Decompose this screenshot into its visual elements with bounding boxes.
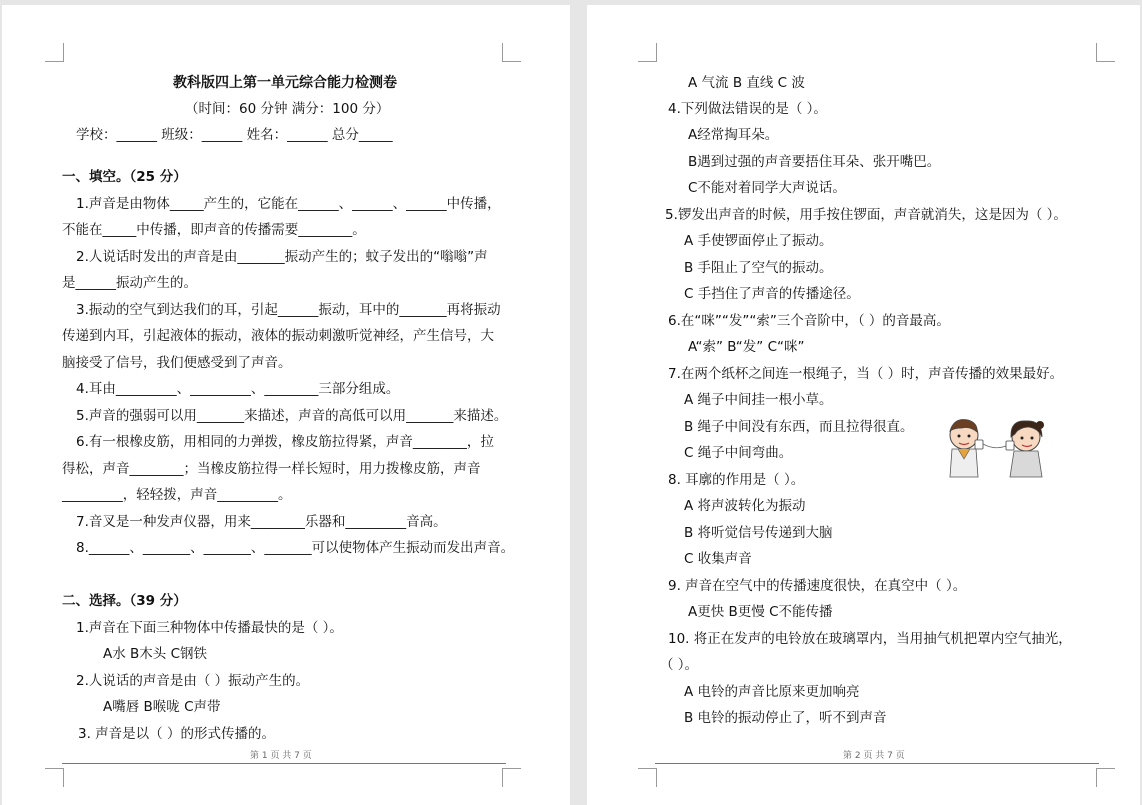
document-page-2 (587, 5, 1140, 805)
footer-rule (655, 763, 1099, 764)
option-line: A更快 B更慢 C不能传播 (688, 604, 833, 620)
exam-subtitle: （时间：60 分钟 满分：100 分） (185, 101, 390, 117)
text-line: 4.耳由_________、_________、________三部分组成。 (76, 381, 400, 397)
crop-mark-icon (638, 43, 657, 62)
crop-mark-icon (45, 768, 64, 787)
text-line: 8. 耳廓的作用是（ ）。 (668, 472, 805, 488)
text-line: 2.人说话的声音是由（ ）振动产生的。 (76, 673, 310, 689)
crop-mark-icon (1096, 768, 1115, 787)
option-line: C 收集声音 (684, 551, 752, 567)
option-line: B 绳子中间没有东西，而且拉得很直。 (684, 419, 914, 435)
option-line: A水 B木头 C钢铁 (103, 646, 208, 662)
text-line: _________，轻轻拨，声音_________。 (62, 487, 292, 503)
option-line: A经常掏耳朵。 (688, 127, 779, 143)
option-line: A 绳子中间挂一根小草。 (684, 392, 833, 408)
footer-rule (62, 763, 506, 764)
text-line: 3.振动的空气到达我们的耳，引起______振动，耳中的_______再将振动 (76, 302, 501, 318)
text-line: 是______振动产生的。 (62, 275, 197, 291)
text-line: 6.在“咪”“发”“索”三个音阶中，（ ）的音最高。 (668, 313, 950, 329)
option-line: B遇到过强的声音要捂住耳朵、张开嘴巴。 (688, 154, 941, 170)
text-line: 5.锣发出声音的时候，用手按住锣面，声音就消失，这是因为（ ）。 (665, 207, 1067, 223)
option-line: A“索” B“发” C“咪” (688, 339, 805, 355)
text-line: 1.声音是由物体_____产生的，它能在______、______、______中传播， (76, 196, 501, 212)
crop-mark-icon (1096, 43, 1115, 62)
crop-mark-icon (502, 43, 521, 62)
text-line: 得松，声音________；当橡皮筋拉得一样长短时，用力拨橡皮筋，声音 (62, 461, 481, 477)
text-line: 1.声音在下面三种物体中传播最快的是（ ）。 (76, 620, 343, 636)
text-line: 脑接受了信号，我们便感受到了声音。 (62, 355, 292, 371)
student-info-line: 学校：______ 班级：______ 姓名：______ 总分_____ (76, 127, 393, 143)
option-line: A 手使锣面停止了振动。 (684, 233, 833, 249)
option-line: A 电铃的声音比原来更加响亮 (684, 684, 860, 700)
option-line: B 电铃的振动停止了，听不到声音 (684, 710, 887, 726)
crop-mark-icon (638, 768, 657, 787)
text-line: （ ）。 (660, 657, 699, 673)
text-line: 7.在两个纸杯之间连一根绳子，当（ ）时，声音传播的效果最好。 (668, 366, 1064, 382)
text-line: 不能在_____中传播，即声音的传播需要________。 (62, 222, 366, 238)
text-line: 9. 声音在空气中的传播速度很快，在真空中（ ）。 (668, 578, 967, 594)
text-line: 10. 将正在发声的电铃放在玻璃罩内，当用抽气机把罩内空气抽光， (668, 631, 1072, 647)
document-page-1 (2, 5, 570, 805)
option-line: C不能对着同学大声说话。 (688, 180, 846, 196)
option-line: A 将声波转化为振动 (684, 498, 806, 514)
option-line: B 将听觉信号传递到大脑 (684, 525, 833, 541)
text-line: 2.人说话时发出的声音是由_______振动产生的；蚊子发出的“嗡嗡”声 (76, 249, 488, 265)
option-line: B 手阻止了空气的振动。 (684, 260, 833, 276)
text-line: 7.音叉是一种发声仪器，用来________乐器和_________音高。 (76, 514, 447, 530)
section-heading: 一、填空。（25 分） (62, 169, 187, 185)
option-line: C 手挡住了声音的传播途径。 (684, 286, 860, 302)
page-title: 教科版四上第一单元综合能力检测卷 (173, 75, 397, 91)
crop-mark-icon (45, 43, 64, 62)
text-line: 8.______、_______、_______、_______可以使物体产生振动而发出声音。 (76, 540, 515, 556)
page-footer: 第 1 页 共 7 页 (250, 751, 312, 761)
option-line: C 绳子中间弯曲。 (684, 445, 793, 461)
section-heading: 二、选择。（39 分） (62, 593, 187, 609)
option-line: A嘴唇 B喉咙 C声带 (103, 699, 221, 715)
page-footer: 第 2 页 共 7 页 (843, 751, 905, 761)
text-line: 4.下列做法错误的是（ ）。 (668, 101, 827, 117)
text-line: 5.声音的强弱可以用_______来描述，声音的高低可以用_______来描述。 (76, 408, 508, 424)
crop-mark-icon (502, 768, 521, 787)
text-line: 传递到内耳，引起液体的振动，液体的振动刺激听觉神经，产生信号，大 (62, 328, 494, 344)
kids-string-telephone-illustration (944, 417, 1048, 479)
option-line: A 气流 B 直线 C 波 (688, 75, 805, 91)
text-line: 6.有一根橡皮筋，用相同的力弹拨，橡皮筋拉得紧，声音________，拉 (76, 434, 494, 450)
text-line: 3. 声音是以（ ）的形式传播的。 (78, 726, 275, 742)
